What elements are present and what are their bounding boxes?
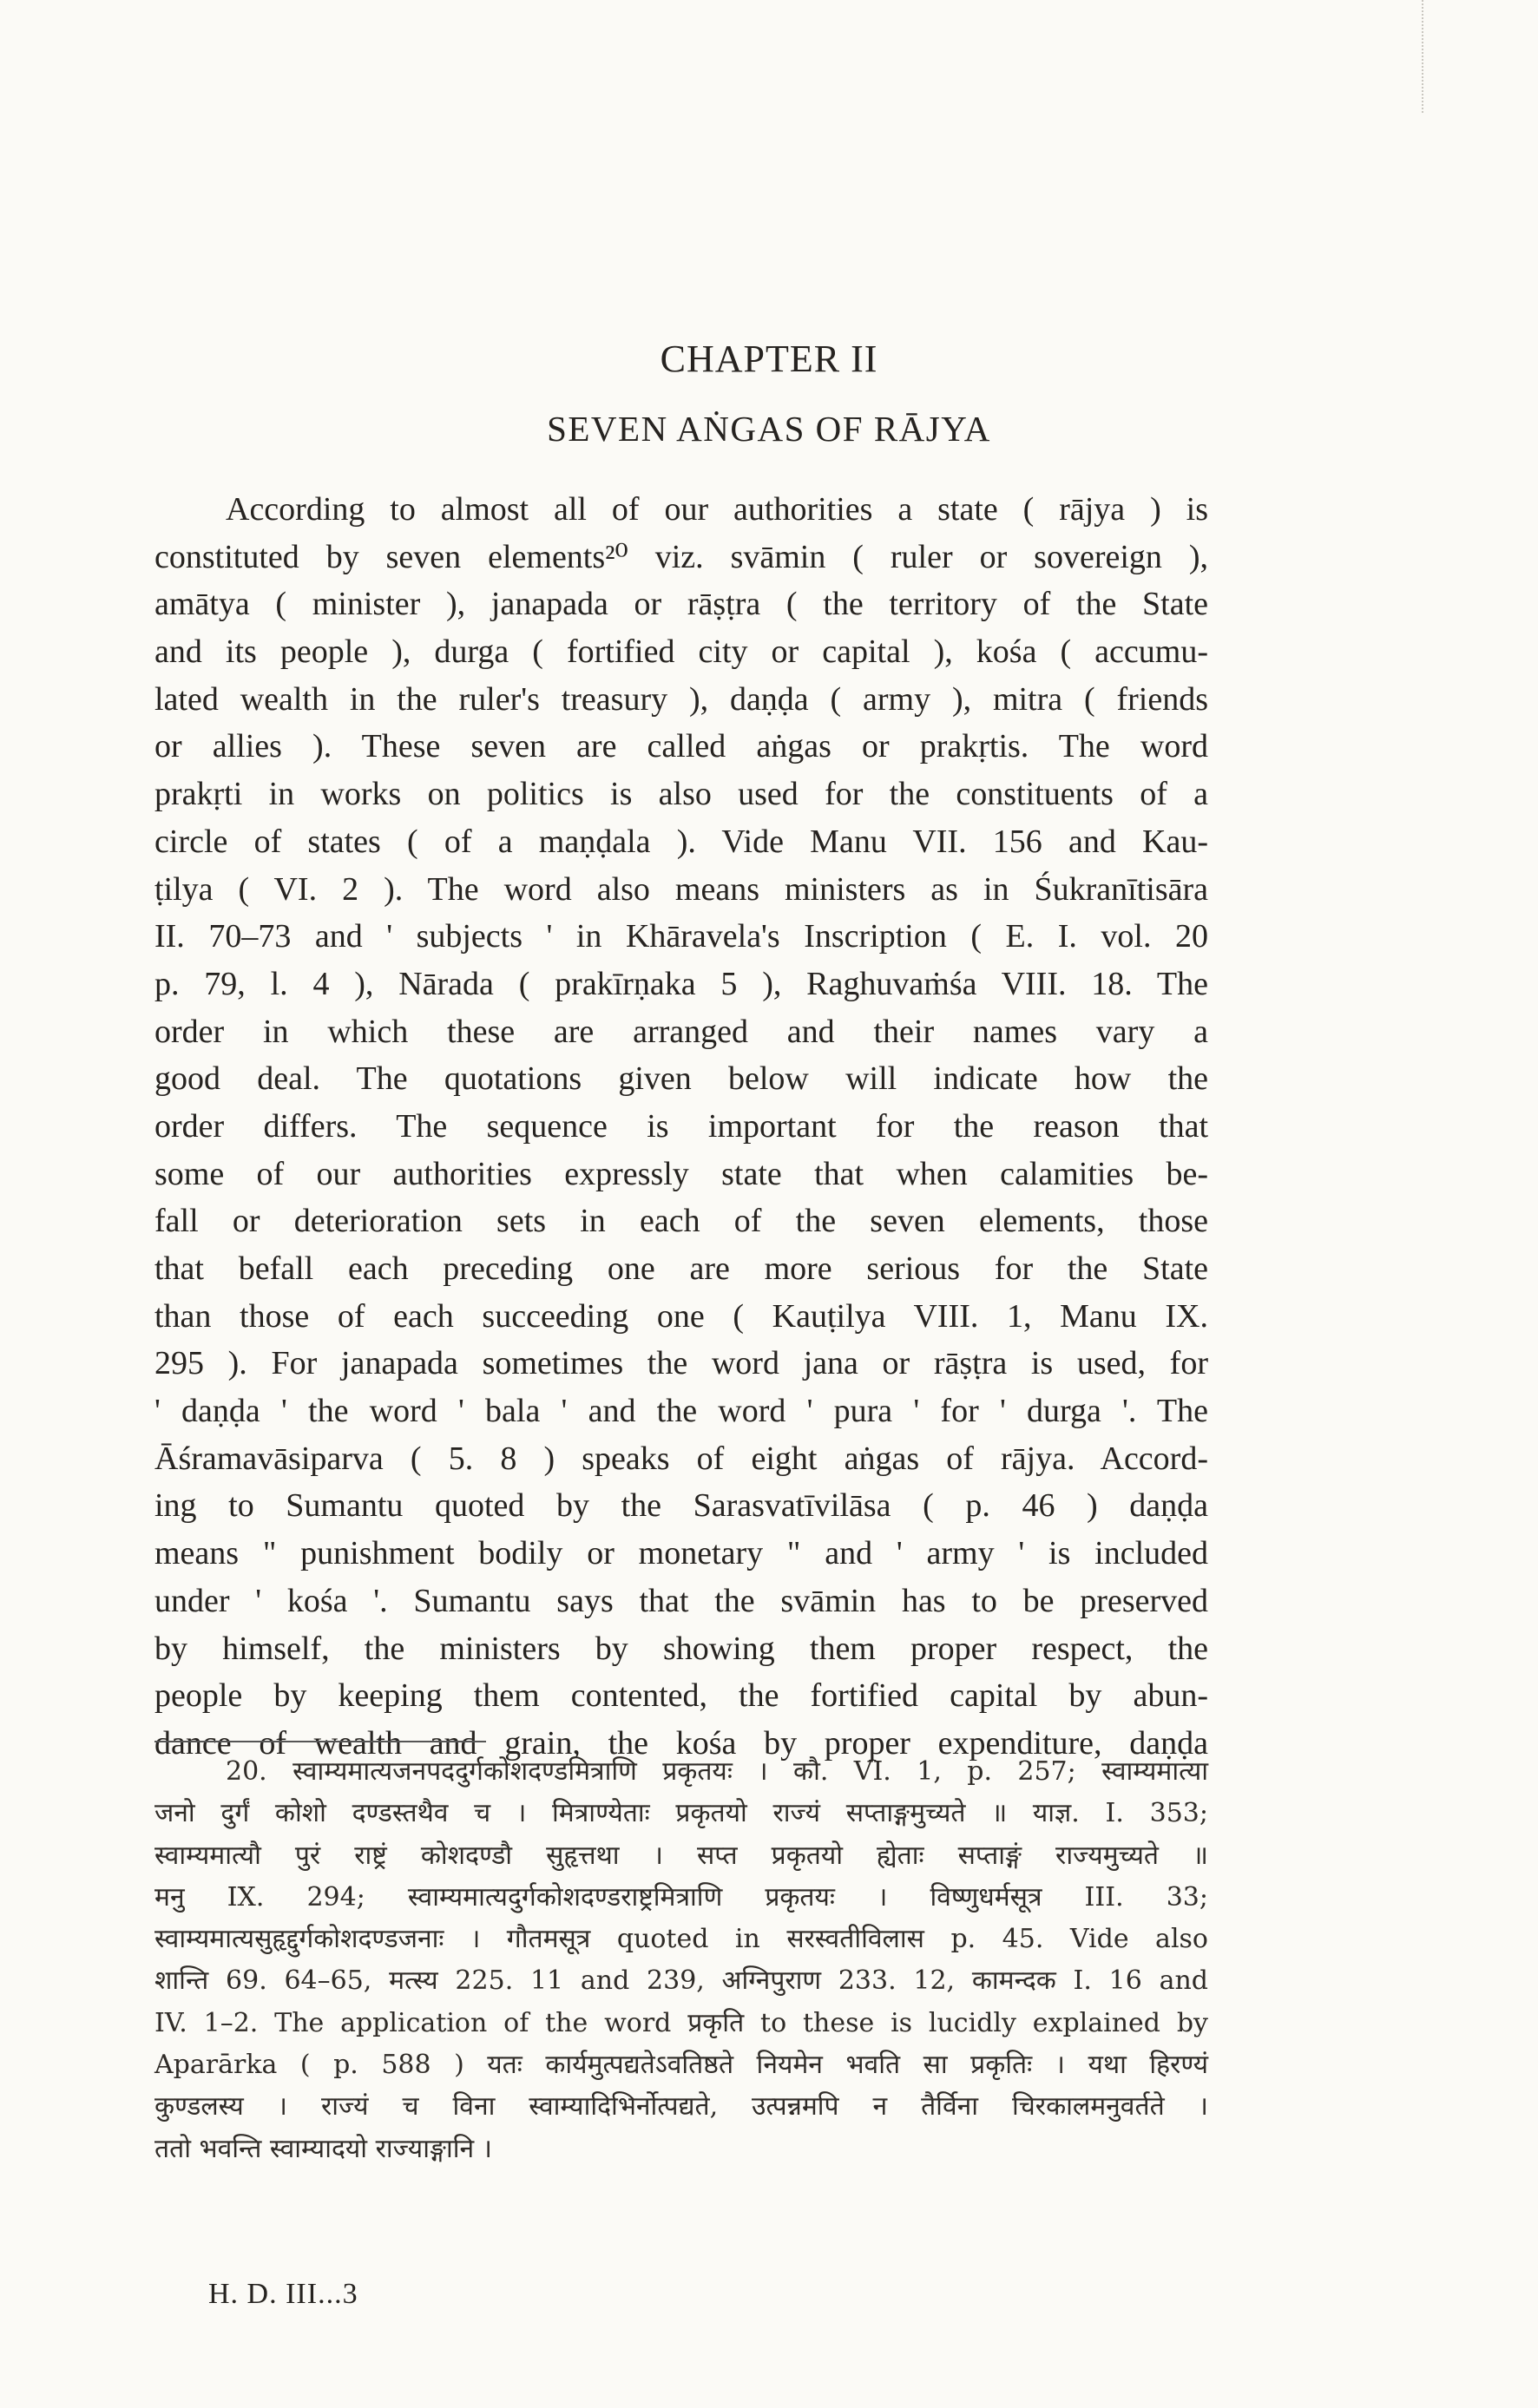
body-line: II. 70–73 and ' subjects ' in Khāravela's Inscription ( E. I. vol. 20 [154,918,1208,955]
footnote-line: कुण्डलस्य । राज्यं च विना स्वाम्यादिभिर्नोत्पद्यते, उत्पन्नमपि न तैर्विना चिरकालमनुवर्तते । [154,2091,1208,2123]
body-line: means " punishment bodily or monetary " and ' army ' is included [154,1535,1208,1572]
body-line: than those of each succeeding one ( Kauṭilya VIII. 1, Manu IX. [154,1297,1208,1335]
body-line: Āśramavāsiparva ( 5. 8 ) speaks of eight aṅgas of rājya. Accord- [154,1440,1208,1477]
body-line: amātya ( minister ), janapada or rāṣṭra ( the territory of the State [154,586,1208,623]
body-line: good deal. The quotations given below will indicate how the [154,1060,1208,1098]
body-line: and its people ), durga ( fortified city or capital ), kośa ( accumu- [154,633,1208,671]
footnote-line: Aparārka ( p. 588 ) यतः कार्यमुत्पद्यतेऽवतिष्ठते नियमेन भवति सा प्रकृतिः । यथा हिरण्यं [154,2050,1208,2081]
body-line: or allies ). These seven are called aṅgas or prakṛtis. The word [154,728,1208,765]
body-text [154,486,1208,1768]
footnote-line: 20. स्वाम्यमात्यजनपददुर्गकोशदण्डमित्राणि प्रकृतयः । कौ. VI. 1, p. 257; स्वाम्यमात्या [226,1756,1208,1787]
body-line: constituted by seven elements²⁰ viz. svāmin ( ruler or sovereign ), [154,538,1208,575]
footnote-line: स्वाम्यमात्यौ पुरं राष्ट्रं कोशदण्डौ सुहृत्तथा । सप्त प्रकृतयो ह्येताः सप्ताङ्गं राज्यमुच्यते ॥ [154,1840,1208,1871]
body-line: According to almost all of our authorities a state ( rājya ) is [226,491,1208,528]
chapter-heading: CHAPTER II [660,338,878,380]
footnote-line: स्वाम्यमात्यसुहृद्दुर्गकोशदण्डजनाः । गौतमसूत्र quoted in सरस्वतीविलास p. 45. Vide also [154,1924,1208,1955]
body-line: ṭilya ( VI. 2 ). The word also means ministers as in Śukranītisāra [154,870,1208,908]
body-line: some of our authorities expressly state that when calamities be- [154,1155,1208,1192]
body-line: order in which these are arranged and their names vary a [154,1013,1208,1050]
body-line: that befall each preceding one are more serious for the State [154,1250,1208,1287]
footnote-line: शान्ति 69. 64–65, मत्स्य 225. 11 and 239, अग्निपुराण 233. 12, कामन्दक I. 16 and [154,1965,1208,1997]
signature-mark: H. D. III...3 [208,2278,358,2310]
body-line: people by keeping them contented, the fortified capital by abun- [154,1677,1208,1715]
footnote-line: मनु IX. 294; स्वाम्यमात्यदुर्गकोशदण्डराष्ट्रमित्राणि प्रकृतयः । विष्णुधर्मसूत्र III. 33; [154,1881,1208,1913]
body-line: dance of wealth and grain, the kośa by proper expenditure, daṇḍa [154,1724,1208,1762]
body-line: fall or deterioration sets in each of the seven elements, those [154,1203,1208,1240]
body-line: 295 ). For janapada sometimes the word jana or rāṣṭra is used, for [154,1345,1208,1382]
body-line: prakṛti in works on politics is also used for the constituents of a [154,776,1208,813]
body-line: order differs. The sequence is important for the reason that [154,1107,1208,1145]
body-line: circle of states ( of a maṇḍala ). Vide Manu VII. 156 and Kau- [154,823,1208,860]
body-line: p. 79, l. 4 ), Nārada ( prakīrṇaka 5 ), Raghuvaṁśa VIII. 18. The [154,965,1208,1002]
page-edge-mark [1422,0,1426,113]
footnote-line: जनो दुर्गं कोशो दण्डस्तथैव च । मित्राण्येताः प्रकृतयो राज्यं सप्ताङ्गमुच्यते ॥ याज्ञ. I. 353; [154,1798,1208,1829]
body-line: ' daṇḍa ' the word ' bala ' and the word ' pura ' for ' durga '. The [154,1393,1208,1430]
body-line: ing to Sumantu quoted by the Sarasvatīvilāsa ( p. 46 ) daṇḍa [154,1487,1208,1525]
chapter-title: SEVEN AṄGAS OF RĀJYA [547,409,991,449]
body-line: under ' kośa '. Sumantu says that the svāmin has to be preserved [154,1582,1208,1619]
footnote [154,1751,1208,2170]
footnote-line: IV. 1–2. The application of the word प्रकृति to these is lucidly explained by [154,2007,1208,2038]
body-line: by himself, the ministers by showing them proper respect, the [154,1630,1208,1667]
body-line: lated wealth in the ruler's treasury ), daṇḍa ( army ), mitra ( friends [154,680,1208,718]
footnote-divider [154,1741,486,1742]
footnote-line: ततो भवन्ति स्वाम्यादयो राज्याङ्गानि । [154,2133,493,2164]
